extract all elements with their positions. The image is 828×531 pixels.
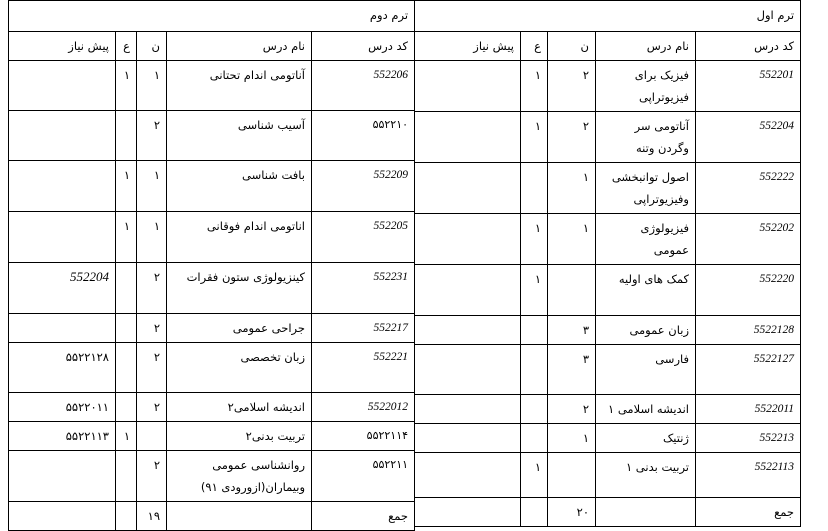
table-row: [9, 212, 415, 263]
prereq-cell: [415, 214, 521, 265]
course-name-cell: تربیت بدنی ۱: [596, 453, 696, 498]
table-row: [415, 316, 801, 345]
prereq-cell: [9, 314, 116, 343]
course-name-cell: روانشناسی عمومی وبیماران(ازورودی ۹۱): [167, 451, 312, 502]
header-name: نام درس: [167, 32, 312, 61]
table-row: [415, 395, 801, 424]
n-cell: [548, 453, 596, 498]
course-name-cell: فارسی: [596, 345, 696, 395]
course-name-cell: کمک های اولیه: [596, 265, 696, 316]
course-name-cell: اصول توانبخشی وفیزیوتراپی: [596, 163, 696, 214]
prereq-cell: [415, 163, 521, 214]
course-name-cell: تربیت بدنی۲: [167, 422, 312, 451]
term1-header-row: [415, 32, 801, 61]
table-row: [415, 61, 801, 112]
prereq-cell: [415, 395, 521, 424]
n-cell: ۳: [548, 316, 596, 345]
table-row: [415, 453, 801, 498]
course-name-cell: جراحی عمومی: [167, 314, 312, 343]
n-cell: ۲: [548, 395, 596, 424]
course-code-cell: 552231: [312, 263, 415, 314]
prereq-cell: [415, 453, 521, 498]
a-cell: [521, 395, 548, 424]
header-name: نام درس: [596, 32, 696, 61]
course-name-cell: آناتومی سر وگردن وتنه: [596, 112, 696, 163]
n-cell: ۱: [137, 61, 167, 111]
term1-title: ترم اول: [415, 1, 801, 32]
course-code-cell: 5522113: [696, 453, 801, 498]
term2-table: [8, 0, 415, 531]
course-code-cell: ۵۵۲۲۱۱۴: [312, 422, 415, 451]
table-row: [415, 265, 801, 316]
course-name-cell: فیزیولوژی عمومی: [596, 214, 696, 265]
table-row: [415, 345, 801, 395]
a-cell: ۱: [116, 212, 137, 263]
n-cell: ۱: [548, 214, 596, 265]
course-code-cell: ۵۵۲۲۱۰: [312, 111, 415, 161]
a-cell: [116, 343, 137, 393]
course-code-cell: 5522128: [696, 316, 801, 345]
total-value: ۲۰: [548, 498, 596, 527]
header-a: ع: [116, 32, 137, 61]
a-cell: ۱: [521, 265, 548, 316]
prereq-cell: [9, 451, 116, 502]
header-code: کد درس: [696, 32, 801, 61]
a-cell: [116, 263, 137, 314]
a-cell: [116, 111, 137, 161]
total-label: جمع: [312, 502, 415, 531]
n-cell: ۲: [548, 112, 596, 163]
prereq-cell: ۵۵۲۲۰۱۱: [9, 393, 116, 422]
prereq-cell: ۵۵۲۲۱۲۸: [9, 343, 116, 393]
table-row: [9, 161, 415, 212]
n-cell: ۲: [137, 111, 167, 161]
course-name-cell: فیزیک برای فیزیوتراپی: [596, 61, 696, 112]
term1-table: [414, 0, 801, 527]
n-cell: ۱: [548, 163, 596, 214]
prereq-cell: [9, 61, 116, 111]
a-cell: [116, 393, 137, 422]
table-row: [415, 112, 801, 163]
prereq-cell: [415, 61, 521, 112]
course-name-cell: اناتومی اندام فوقانی: [167, 212, 312, 263]
header-prereq: پیش نیاز: [9, 32, 116, 61]
a-cell: [521, 163, 548, 214]
course-code-cell: 552202: [696, 214, 801, 265]
course-name-cell: کینزیولوژی ستون فقرات: [167, 263, 312, 314]
course-name-cell: آناتومی اندام تحتانی: [167, 61, 312, 111]
table-row: [9, 451, 415, 502]
table-row: [9, 422, 415, 451]
header-prereq: پیش نیاز: [415, 32, 521, 61]
table-row: [9, 263, 415, 314]
n-cell: ۳: [548, 345, 596, 395]
prereq-cell: [415, 345, 521, 395]
course-name-cell: بافت شناسی: [167, 161, 312, 212]
a-cell: ۱: [116, 161, 137, 212]
a-cell: ۱: [116, 61, 137, 111]
course-name-cell: اندیشه اسلامی ۱: [596, 395, 696, 424]
header-a: ع: [521, 32, 548, 61]
table-row: [415, 214, 801, 265]
table-row: [415, 163, 801, 214]
term2-header-row: [9, 32, 415, 61]
a-cell: ۱: [521, 214, 548, 265]
prereq-cell: [415, 112, 521, 163]
table-row: [9, 393, 415, 422]
course-code-cell: 552217: [312, 314, 415, 343]
header-n: ن: [548, 32, 596, 61]
a-cell: ۱: [521, 61, 548, 112]
a-cell: ۱: [521, 453, 548, 498]
n-cell: ۲: [137, 263, 167, 314]
course-name-cell: اندیشه اسلامی۲: [167, 393, 312, 422]
course-code-cell: 552205: [312, 212, 415, 263]
a-cell: [521, 424, 548, 453]
a-cell: [116, 314, 137, 343]
n-cell: ۲: [137, 343, 167, 393]
n-cell: ۱: [137, 161, 167, 212]
term1-total-row: [415, 498, 801, 527]
term2-title: ترم دوم: [9, 1, 415, 32]
course-code-cell: 5522012: [312, 393, 415, 422]
table-row: [415, 424, 801, 453]
prereq-cell: 552204: [9, 263, 116, 314]
course-code-cell: 552201: [696, 61, 801, 112]
n-cell: ۱: [548, 424, 596, 453]
prereq-cell: [415, 424, 521, 453]
course-name-cell: زبان تخصصی: [167, 343, 312, 393]
prereq-cell: [415, 265, 521, 316]
a-cell: [521, 316, 548, 345]
prereq-cell: [9, 161, 116, 212]
a-cell: ۱: [521, 112, 548, 163]
n-cell: ۲: [548, 61, 596, 112]
course-code-cell: 5522127: [696, 345, 801, 395]
course-code-cell: 552209: [312, 161, 415, 212]
total-label: جمع: [696, 498, 801, 527]
header-code: کد درس: [312, 32, 415, 61]
course-code-cell: 552220: [696, 265, 801, 316]
a-cell: [116, 451, 137, 502]
course-code-cell: 552221: [312, 343, 415, 393]
course-code-cell: 552213: [696, 424, 801, 453]
prereq-cell: ۵۵۲۲۱۱۳: [9, 422, 116, 451]
n-cell: ۲: [137, 451, 167, 502]
n-cell: ۲: [137, 314, 167, 343]
course-code-cell: 552206: [312, 61, 415, 111]
table-row: [9, 61, 415, 111]
table-row: [9, 314, 415, 343]
course-name-cell: ژنتیک: [596, 424, 696, 453]
a-cell: [521, 345, 548, 395]
prereq-cell: [415, 316, 521, 345]
course-code-cell: ۵۵۲۲۱۱: [312, 451, 415, 502]
prereq-cell: [9, 111, 116, 161]
n-cell: [548, 265, 596, 316]
course-code-cell: 552204: [696, 112, 801, 163]
prereq-cell: [9, 212, 116, 263]
n-cell: ۲: [137, 393, 167, 422]
course-code-cell: 5522011: [696, 395, 801, 424]
n-cell: ۱: [137, 212, 167, 263]
total-value: ۱۹: [137, 502, 167, 531]
n-cell: [137, 422, 167, 451]
table-row: [9, 343, 415, 393]
course-name-cell: زبان عمومی: [596, 316, 696, 345]
a-cell: ۱: [116, 422, 137, 451]
course-name-cell: آسیب شناسی: [167, 111, 312, 161]
header-n: ن: [137, 32, 167, 61]
table-row: [9, 111, 415, 161]
course-code-cell: 552222: [696, 163, 801, 214]
